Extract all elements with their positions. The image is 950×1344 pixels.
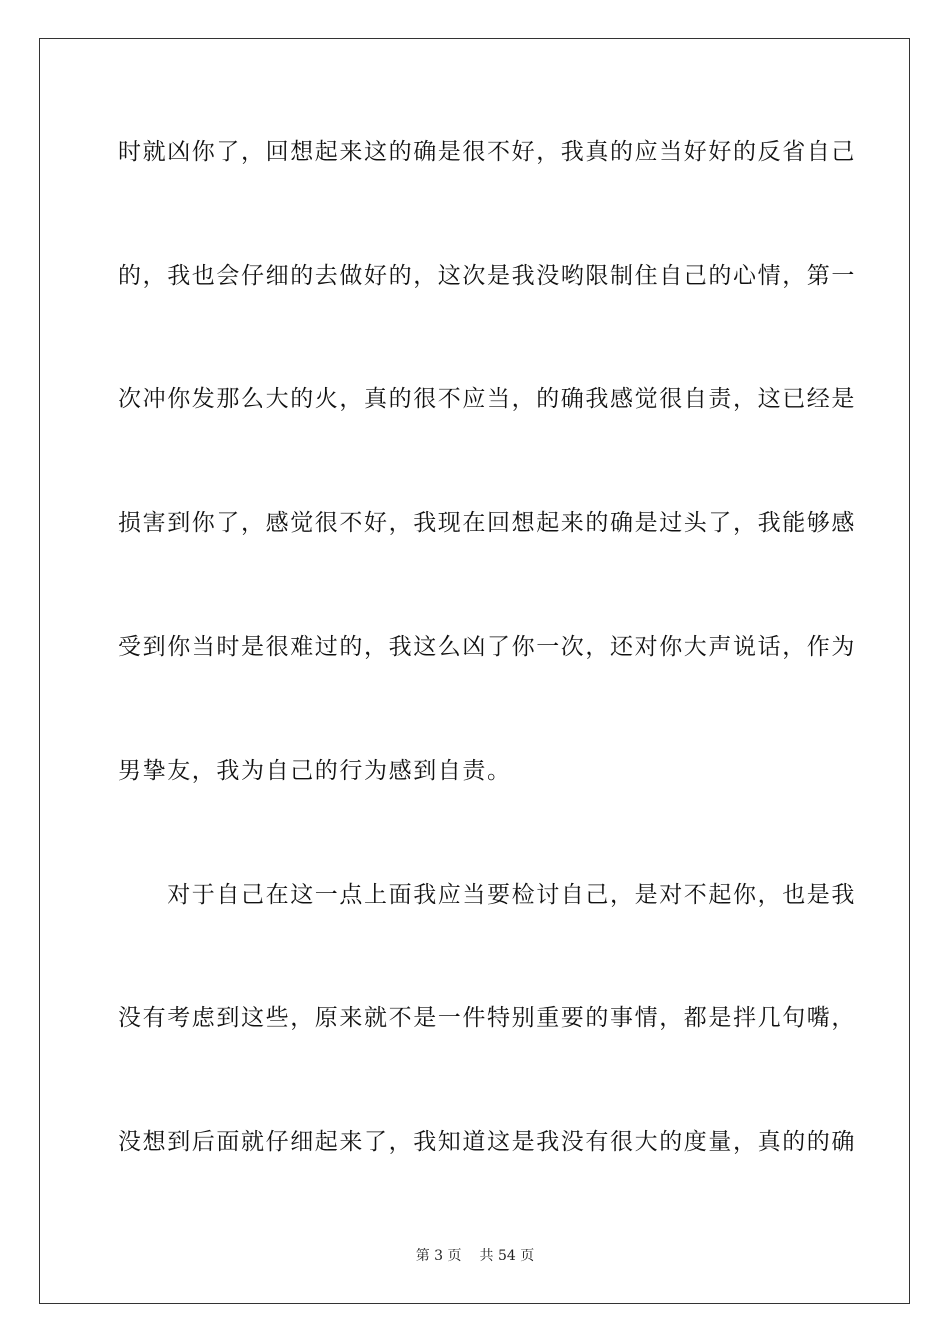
page-footer xyxy=(0,1247,950,1265)
text-line-5: 受到你当时是很难过的，我这么凶了你一次，还对你大声说话，作为 xyxy=(118,634,856,660)
page-total: 共 54 页 xyxy=(479,1248,535,1264)
text-line-2: 的，我也会仔细的去做好的，这次是我没哟限制住自己的心情，第一 xyxy=(118,263,856,289)
text-line-8: 没有考虑到这些，原来就不是一件特别重要的事情，都是拌几句嘴， xyxy=(118,1005,856,1031)
text-line-3: 次冲你发那么大的火，真的很不应当，的确我感觉很自责，这已经是 xyxy=(118,386,856,412)
page-border xyxy=(39,38,910,1304)
page-number: 第 3 页 xyxy=(415,1248,462,1264)
text-line-6: 男挚友，我为自己的行为感到自责。 xyxy=(118,758,512,784)
text-line-9: 没想到后面就仔细起来了，我知道这是我没有很大的度量，真的的确 xyxy=(118,1129,856,1155)
text-line-7: 对于自己在这一点上面我应当要检讨自己，是对不起你，也是我 xyxy=(118,882,856,908)
text-line-4: 损害到你了，感觉很不好，我现在回想起来的确是过头了，我能够感 xyxy=(118,510,856,536)
text-line-1: 时就凶你了，回想起来这的确是很不好，我真的应当好好的反省自己 xyxy=(118,139,856,165)
